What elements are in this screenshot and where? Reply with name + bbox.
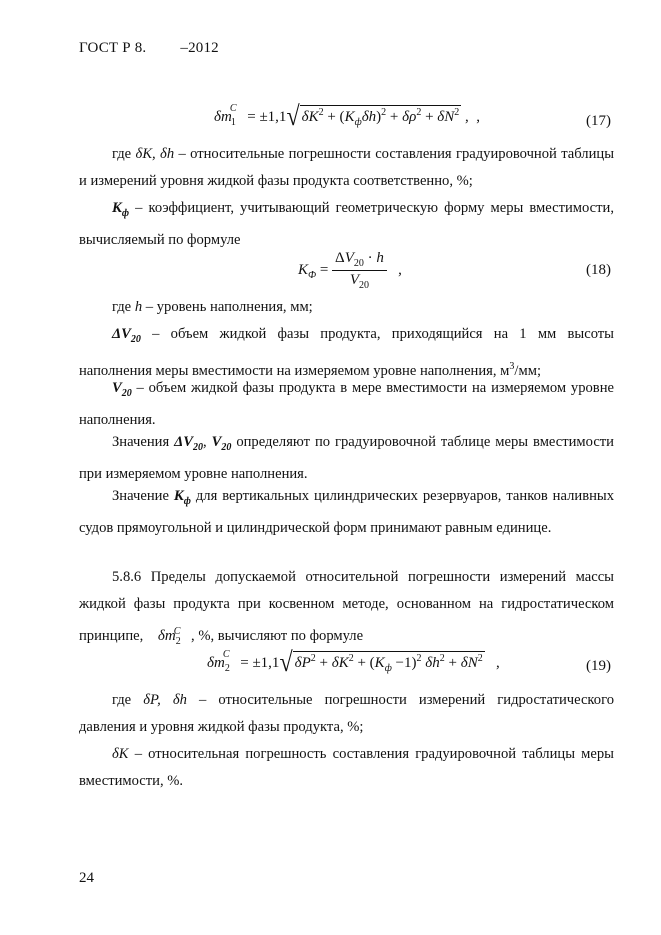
equation-17: $\delta m_1^C = \pm 1,1√$ $\delta K^2 + (K_ф\delta h)^2 + \delta\rho^2 + \delta N^2$ , , — [214, 101, 481, 132]
equation-19-number: (19) — [586, 658, 611, 674]
paragraph-where-dp-dh: где δP, δh – относительные погрешности измерений гидростатического давления и уровня жидкой фазы продукта, %; — [79, 692, 614, 735]
paragraph-where-dk-dh: где δK, δh – относительные погрешности составления градуировочной таблицы и измерений уровня жидкой фазы продукта соответственно, %; — [79, 146, 614, 189]
document-header — [79, 40, 219, 57]
paragraph-kf-definition: $К_ф$ – коэффициент, учитывающий геометрическую форму меры вместимости, вычисляемый по формуле — [79, 200, 614, 248]
standard-year: –2012 — [180, 40, 219, 56]
paragraph-kf-value: Значение $К_ф$ для вертикальных цилиндрических резервуаров, танков наливных судов прямоугольной и цилиндрической форм принимают равным единице. — [79, 488, 614, 536]
page-number: 24 — [79, 870, 94, 886]
equation-18-number: (18) — [586, 262, 611, 278]
paragraph-v20: $V_{20}$ – объем жидкой фазы продукта в мере вместимости на измеряемом уровне наполнения. — [79, 380, 614, 428]
equation-17-number: (17) — [586, 113, 611, 129]
paragraph-5-8-6: 5.8.6 Пределы допускаемой относительной погрешности измерений массы жидкой фазы продукта при косвенном методе, основанном на гидростатическом принципе, $\delta m_2^C$ , %, вычисляют по формуле — [79, 569, 614, 647]
paragraph-values-determination: Значения $\Delta V_{20}$, $V_{20}$ определяют по градуировочной таблице меры вместимости при измеряемом уровне наполнения. — [79, 434, 614, 482]
paragraph-where-h: где h – уровень наполнения, мм; — [112, 299, 313, 315]
equation-18: $K_Ф$ = $\frac{\Delta V_{20} \cdot h}{V_{20}}$ , — [298, 250, 402, 291]
equation-19: $\delta m_2^C = \pm 1,1√$ $\delta P^2 + \delta K^2 + (K_ф -1)^2$ $\delta h^2 + \delta N^2$ , — [207, 647, 500, 678]
standard-code: ГОСТ Р 8. — [79, 40, 147, 56]
paragraph-delta-v20: $\Delta V_{20}$ – объем жидкой фазы продукта, приходящийся на 1 мм высоты наполнения меры вместимости на измеряемом уровне наполнения, $м^3/мм$; — [79, 326, 614, 379]
paragraph-dk-definition: δK – относительная погрешность составления градуировочной таблицы меры вместимости, %. — [79, 746, 614, 789]
